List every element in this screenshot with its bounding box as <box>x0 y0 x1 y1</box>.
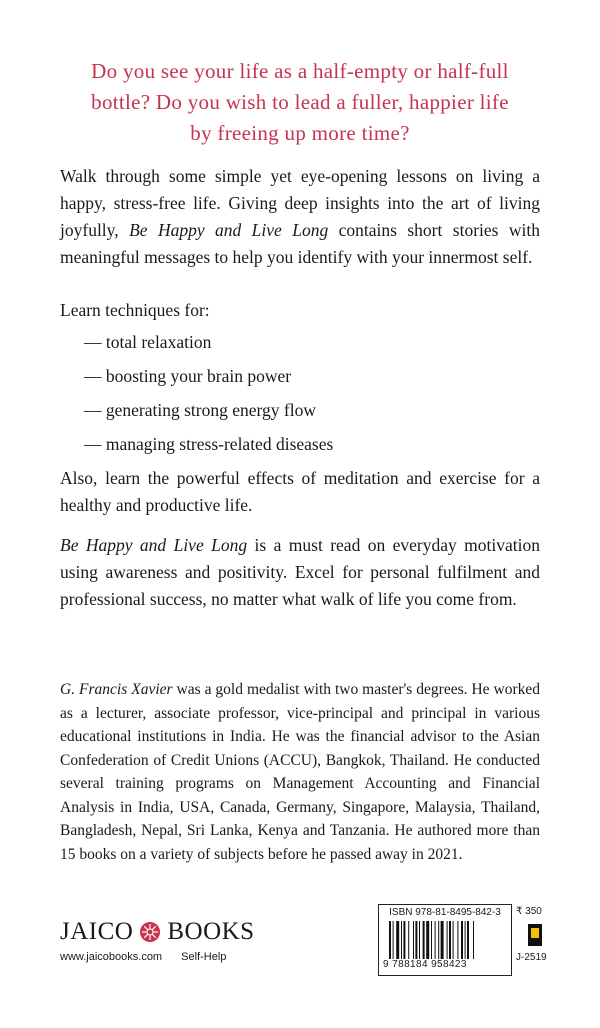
learn-heading: Learn techniques for: <box>60 300 210 320</box>
price-tag: ₹ 350 <box>516 906 542 917</box>
technique-list <box>84 331 333 467</box>
book-title-inline: Be Happy and Live Long <box>129 220 329 240</box>
author-bio <box>60 678 540 866</box>
barcode-digits: 9 788184 958423 <box>383 959 467 970</box>
tagline-line: Do you see your life as a half-empty or half-full <box>91 59 509 83</box>
technique-item: — generating strong energy flow <box>84 400 316 420</box>
price-column <box>516 906 556 963</box>
book-title-inline: Be Happy and Live Long <box>60 535 248 555</box>
must-read-text: is a must read on everyday motivation using awareness and positivity. Excel for personal fulfilment and professional success, no matter what walk of life you come from. <box>60 535 540 609</box>
technique-item: — total relaxation <box>84 332 212 352</box>
technique-item: — boosting your brain power <box>84 366 292 386</box>
also-paragraph: Also, learn the powerful effects of meditation and exercise for a healthy and productive life. <box>60 468 540 515</box>
publisher-name-right: BOOKS <box>167 918 255 945</box>
author-bio-text: was a gold medalist with two master's degrees. He worked as a lecturer, associate professor, vice-principal and principal in various educational institutions in India. He was the financial advisor to the Asian Confederation of Credit Unions (ACCU), Bangkok, Thailand. He conducted several training programs on Management Accounting and Financial Analysis in India, USA, Canada, Germany, Singapore, Malaysia, Thailand, Bangladesh, Nepal, Sri Lanka, Kenya and Tanzania. He authored more than 15 books on a variety of subjects before he passed away in 2021. <box>60 681 540 863</box>
publisher-website: www.jaicobooks.com <box>60 951 163 963</box>
footer <box>60 906 560 1018</box>
author-name: G. Francis Xavier <box>60 681 173 698</box>
intro-paragraph <box>60 163 540 271</box>
barcode-label <box>378 904 512 976</box>
publisher-name <box>60 918 310 946</box>
barcode-icon <box>389 921 501 959</box>
tagline-line: bottle? Do you wish to lead a fuller, happier life <box>91 90 509 114</box>
available-badge-icon <box>528 924 542 946</box>
intro-text: Walk through some simple yet eye-opening lessons on living a happy, stress-free life. Giving deep insights into the art of living joyfully, <box>60 166 540 240</box>
publisher-meta <box>60 951 310 963</box>
must-read-paragraph <box>60 532 540 613</box>
publisher-logo-icon <box>139 921 161 943</box>
tagline <box>60 56 540 149</box>
intro-text-end: contains short stories with meaningful messages to help you identify with your innermost self. <box>60 220 540 267</box>
isbn-text: ISBN 978-81-8495-842-3 <box>389 907 501 918</box>
technique-item: — managing stress-related diseases <box>84 434 334 454</box>
publisher-name-left: JAICO <box>60 918 134 945</box>
catalog-code: J-2519 <box>516 952 547 963</box>
publisher-block <box>60 918 310 963</box>
tagline-line: by freeing up more time? <box>190 121 410 145</box>
book-category: Self-Help <box>181 951 227 963</box>
